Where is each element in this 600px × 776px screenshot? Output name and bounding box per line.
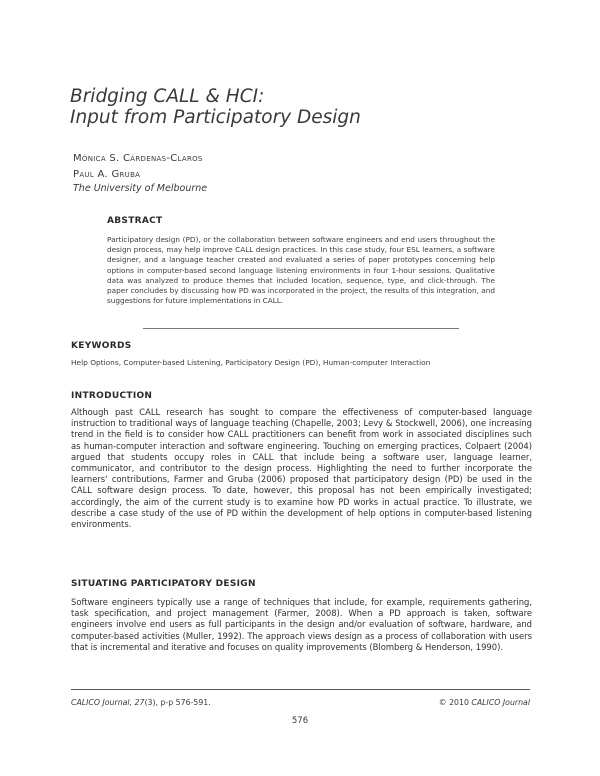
section-divider xyxy=(143,328,459,329)
footer-copyright xyxy=(419,698,530,707)
situating-pd-text: Software engineers typically use a range of techniques that include, for example, requirements gathering, task specification, and project management (Farmer, 2008). When a PD approach is taken, software engineers involve end users as full participants in the design and/or evaluation of software, hardware, and computer-based activities (Muller, 1992). The approach views design as a process of collaboration with users that is incremental and iterative and focuses on quality improvements (Blomberg & Henderson, 1990). xyxy=(71,597,532,652)
situating-pd-heading: SITUATING PARTICIPATORY DESIGN xyxy=(71,579,256,589)
keywords-text: Help Options, Computer-based Listening, Participatory Design (PD), Human-computer Interaction xyxy=(71,358,431,367)
keywords-heading: KEYWORDS xyxy=(71,341,132,351)
author-1: Mónica S. Cárdenas-Claros xyxy=(73,153,203,164)
page-number: 576 xyxy=(291,716,309,726)
introduction-heading: INTRODUCTION xyxy=(71,391,153,401)
abstract-text: Participatory design (PD), or the collaboration between software engineers and end users throughout the design process, may help improve CALL design practices. In this case study, four ESL learners, a software designer, and a language teacher created and evaluated a series of paper prototypes concerning help options in computer-based second language listening environments in four 1-hour sessions. Qualitative data was analyzed to produce themes that included location, sequence, type, and click-through. The paper concludes by discussing how PD was incorporated in the project, the results of this integration, and suggestions for future implementations in CALL. xyxy=(107,235,495,306)
introduction-text: Although past CALL research has sought to compare the effectiveness of computer-based language instruction to traditional ways of language teaching (Chapelle, 2003; Levy & Stockwell, 2006), one increasing trend in the field is to consider how CALL practitioners can benefit from work in associated disciplines such as human-computer interaction and software engineering. Touching on emerging practices, Colpaert (2004) argued that students occupy roles in CALL that include being a software user, language learner, communicator, and contributor to the design process. Highlighting the need to further incorporate the learners' contributions, Farmer and Gruba (2006) proposed that participatory design (PD) be used in the CALL software design process. To date, however, this proposal has not been empirically investigated; accordingly, the aim of the current study is to examine how PD works in actual practice. To illustrate, we describe a case study of the use of PD within the development of help options in computer-based listening environments. xyxy=(71,407,532,530)
footer-volume: 27 xyxy=(134,698,145,707)
title-line-2: Input from Participatory Design xyxy=(70,107,361,128)
footer-journal: CALICO Journal, xyxy=(71,698,133,707)
footer-issue-pages: (3), p-p 576-591. xyxy=(144,698,211,707)
copyright-year: © 2010 xyxy=(438,698,469,707)
article-title xyxy=(70,86,540,128)
footer-rule xyxy=(71,689,530,690)
affiliation: The University of Melbourne xyxy=(73,183,208,194)
abstract-heading: ABSTRACT xyxy=(107,216,163,226)
footer-citation xyxy=(71,698,211,707)
title-line-1: Bridging CALL & HCI: xyxy=(70,86,265,107)
author-2: Paul A. Gruba xyxy=(73,169,141,180)
copyright-journal: CALICO Journal xyxy=(471,698,530,707)
